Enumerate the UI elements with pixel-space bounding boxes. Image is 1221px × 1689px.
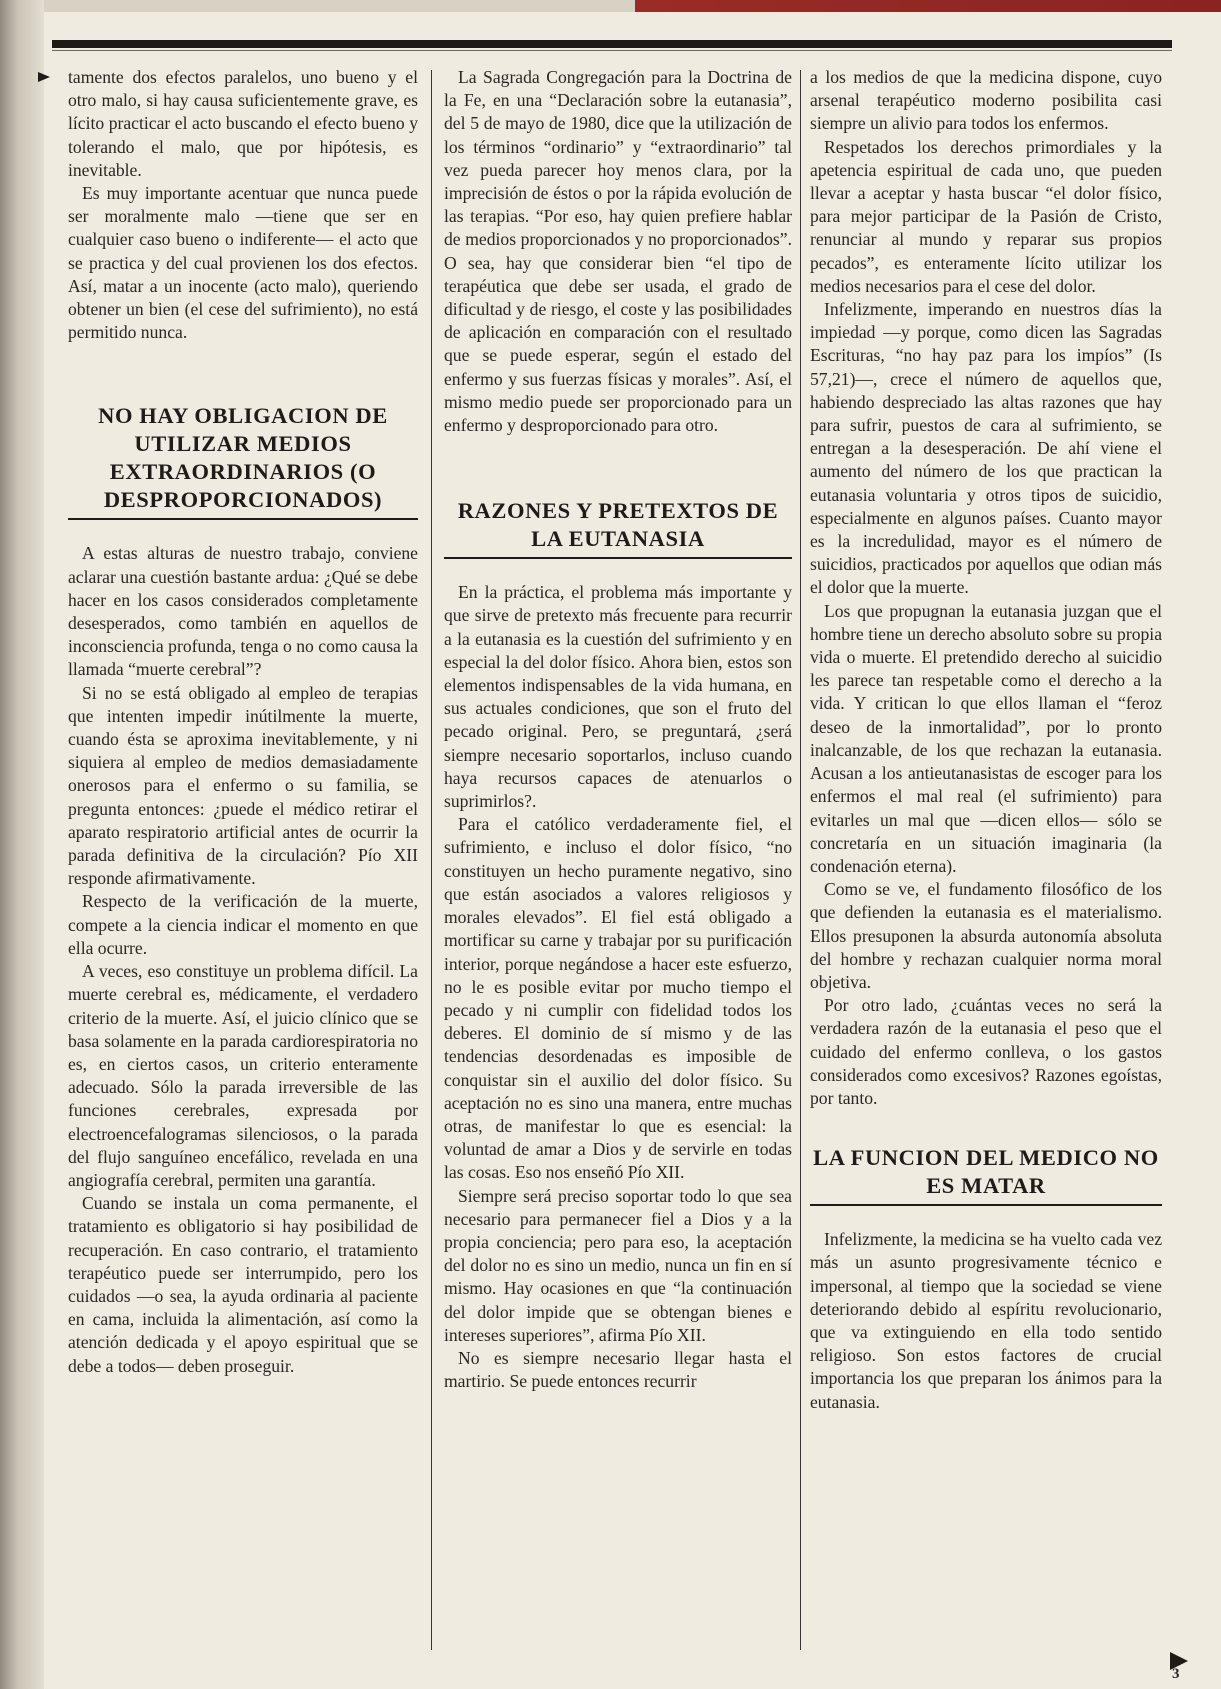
top-rule xyxy=(52,40,1172,48)
column-3 xyxy=(810,66,1162,1414)
paragraph: Cuando se instala un coma permanente, el tratamiento es obligatorio si hay posibilidad de recuperación. En caso contrario, el tratamiento terapéutico puede ser interrumpido, pero los cuidados —o sea, la ayuda ordinaria al paciente en cama, incluida la alimentación, así como la atención dedicada y el apoyo espiritual que se debe a todos— deben proseguir. xyxy=(68,1193,418,1376)
paragraph: a los medios de que la medicina dispone, cuyo arsenal terapéutico moderno posibilita casi siempre un alivio para todos los enfermos. xyxy=(810,67,1162,134)
continued-from-arrow-icon xyxy=(38,72,50,82)
paragraph: En la práctica, el problema más importante y que sirve de pretexto más frecuente para recurrir a la eutanasia es la cuestión del sufrimiento y en especial la del dolor físico. Ahora bien, estos son elementos indispensables de la vida humana, en sus actuales condiciones, que son el fruto del pecado original. Pero, se preguntará, ¿será siempre necesario soportarlos, incluso cuando haya recursos capaces de atenuarlos o suprimirlos?. xyxy=(444,582,792,812)
paragraph: Siempre será preciso soportar todo lo que sea necesario para permanecer fiel a Dios y a la propia conciencia; pero para eso, la aceptación del dolor no es sino un medio, nunca un fin en sí mismo. Hay ocasiones en que “la continuación del dolor impide que se obtengan bienes e intereses superiores”, afirma Pío XII. xyxy=(444,1185,792,1345)
paragraph: A estas alturas de nuestro trabajo, conviene aclarar una cuestión bastante ardua: ¿Qué se debe hacer en los casos considerados completamente desesperados, como también en aquellos de inconsciencia profunda, tenga o no como causa la llamada “muerte cerebral”? xyxy=(68,543,418,680)
column-separator-1 xyxy=(431,70,432,1650)
paragraph: Es muy importante acentuar que nunca puede ser moralmente malo —tiene que ser en cualquier caso bueno o indiferente— el acto que se practica y del cual provienen los dos efectos. Así, matar a un inocente (acto malo), queriendo obtener un bien (el cese del sufrimiento), no está permitido nunca. xyxy=(68,183,418,343)
paragraph: Para el católico verdaderamente fiel, el sufrimiento, e incluso el dolor físico, “no constituyen un hecho puramente negativo, sino que están asociados a valores religiosos y morales elevados”. El fiel está obligado a mortificar su carne y trabajar por su purificación interior, porque negándose a hacer este esfuerzo, no le es posible evitar por mucho tiempo el pecado y ni cumplir con fidelidad todos los deberes. El dominio de sí mismo y de las tendencias desordenadas es imposible de conquistar sin el auxilio del dolor físico. Su aceptación no es sino una manera, entre muchas otras, de manifestar lo que es esencial: la voluntad de amar a Dios y de servirle en todas las cosas. Eso nos enseñó Pío XII. xyxy=(444,814,792,1183)
section-heading: RAZONES Y PRETEXTOS DE LA EUTANASIA xyxy=(457,498,779,552)
column-separator-2 xyxy=(800,70,801,1650)
paragraph: A veces, eso constituye un problema difícil. La muerte cerebral es, médicamente, el verdadero criterio de la muerte. Así, el juicio clínico que se basa solamente en la parada cardiorespiratoria no es, en ciertos casos, un criterio enteramente adecuado. Sólo la parada irreversible de las funciones cerebrales, expresada por electroencefalogramas silenciosos, o la parada del flujo sanguíneo encefálico, revelada en una angiografía cerebral, permiten una garantía. xyxy=(68,961,418,1190)
column-1 xyxy=(68,66,418,1378)
paragraph: Por otro lado, ¿cuántas veces no será la verdadera razón de la eutanasia el peso que el cuidado del enfermo conlleva, o los gastos considerados como excesivos? Razones egoístas, por tanto. xyxy=(810,995,1162,1108)
paragraph: Como se ve, el fundamento filosófico de los que defienden la eutanasia es el materialismo. Ellos presuponen la absurda autonomía absoluta del hombre y rechazan cualquier norma moral objetiva. xyxy=(810,879,1162,992)
paragraph: Si no se está obligado al empleo de terapias que intenten impedir inútilmente la muerte, cuando ésta se aproxima inevitablemente, y ni siquiera al empleo de medios demasiadamente onerosos para el enfermo o su familia, se pregunta entonces: ¿puede el médico retirar el aparato respiratorio artificial antes de ocurrir la parada definitiva de la circulación? Pío XII responde afirmativamente. xyxy=(68,682,418,889)
section-heading: LA FUNCION DEL MEDICO NO ES MATAR xyxy=(813,1145,1159,1199)
paragraph: Infelizmente, la medicina se ha vuelto cada vez más un asunto progresivamente técnico e impersonal, al tiempo que la sociedad se viene deteriorando debido al espíritu revolucionario, que va extinguiendo en ella todo sentido religioso. Son estos factores de crucial importancia los que preparan los ánimos para la eutanasia. xyxy=(810,1229,1162,1412)
paragraph: tamente dos efectos paralelos, uno bueno y el otro malo, si hay causa suficientemente grave, es lícito practicar el acto buscando el efecto bueno y tolerando el malo, que por hipótesis, es inevitable. xyxy=(68,67,418,180)
paragraph: Respecto de la verificación de la muerte, compete a la ciencia indicar el momento en que ella ocurre. xyxy=(68,891,418,958)
column-2 xyxy=(444,66,792,1393)
top-color-band xyxy=(0,0,1221,12)
page-number: 3 xyxy=(1172,1666,1180,1682)
paragraph: No es siempre necesario llegar hasta el martirio. Se puede entonces recurrir xyxy=(444,1347,792,1392)
paragraph: Los que propugnan la eutanasia juzgan que el hombre tiene un derecho absoluto sobre su propia vida o muerte. El pretendido derecho al suicidio les parece tan respetable como el derecho a la vida. Y critican lo que ellos llaman el “feroz deseo de la inmortalidad”, por lo pronto inalcanzable, de los que rechazan la eutanasia. Acusan a los antieutanasistas de escoger para los enfermos el mal real (el sufrimiento) para evitarles un mal que —dicen ellos— sólo se concretaría en un situación imaginaria (la condenación eterna). xyxy=(810,600,1162,876)
paragraph: Respetados los derechos primordiales y la apetencia espiritual de cada uno, que pueden llevar a aceptar y hasta buscar “el dolor físico, para mejor participar de la Pasión de Cristo, renunciar al mundo y reparar sus propios pecados”, es enteramente lícito utilizar los medios necesarios para el cese del dolor. xyxy=(810,136,1162,296)
paragraph: Infelizmente, imperando en nuestros días la impiedad —y porque, como dicen las Sagradas Escrituras, “no hay paz para los impíos” (Is 57,21)—, crece el número de aquellos que, habiendo despreciado las altas razones que hay para sufrir, puestos de cara al sufrimiento, se entregan a la desesperación. De ahí viene el aumento del número de los que practican la eutanasia voluntaria y otros tipos de suicidio, especialmente en algunos países. Cuanto mayor es la incredulidad, mayor es el número de suicidios, practicados por aquellos que odian más el dolor que la muerte. xyxy=(810,299,1162,598)
binding-gutter xyxy=(0,0,44,1689)
paragraph: La Sagrada Congregación para la Doctrina de la Fe, en una “Declaración sobre la eutanasia”, del 5 de mayo de 1980, dice que la utilización de los términos “ordinario” y “extraordinario” tal vez pueda parecer hoy menos clara, por la imprecisión de éstos o por la rápida evolución de las terapias. “Por eso, hay quien prefiere hablar de medios proporcionados y no proporcionados”. O sea, hay que considerar bien “el tipo de terapéutica que debe ser usada, el grado de dificultad y de riesgo, el coste y las posibilidades de aplicación en comparación con el resultado que se puede esperar, según el estado del enfermo y sus fuerzas físicas y morales”. Así, el mismo medio puede ser proporcionado para un enfermo y desproporcionado para otro. xyxy=(444,67,792,436)
top-thin-rule xyxy=(52,50,1172,51)
section-heading: NO HAY OBLIGACION DE UTILIZAR MEDIOS EXTRAORDINARIOS (O DESPROPORCIONADOS) xyxy=(98,403,388,513)
